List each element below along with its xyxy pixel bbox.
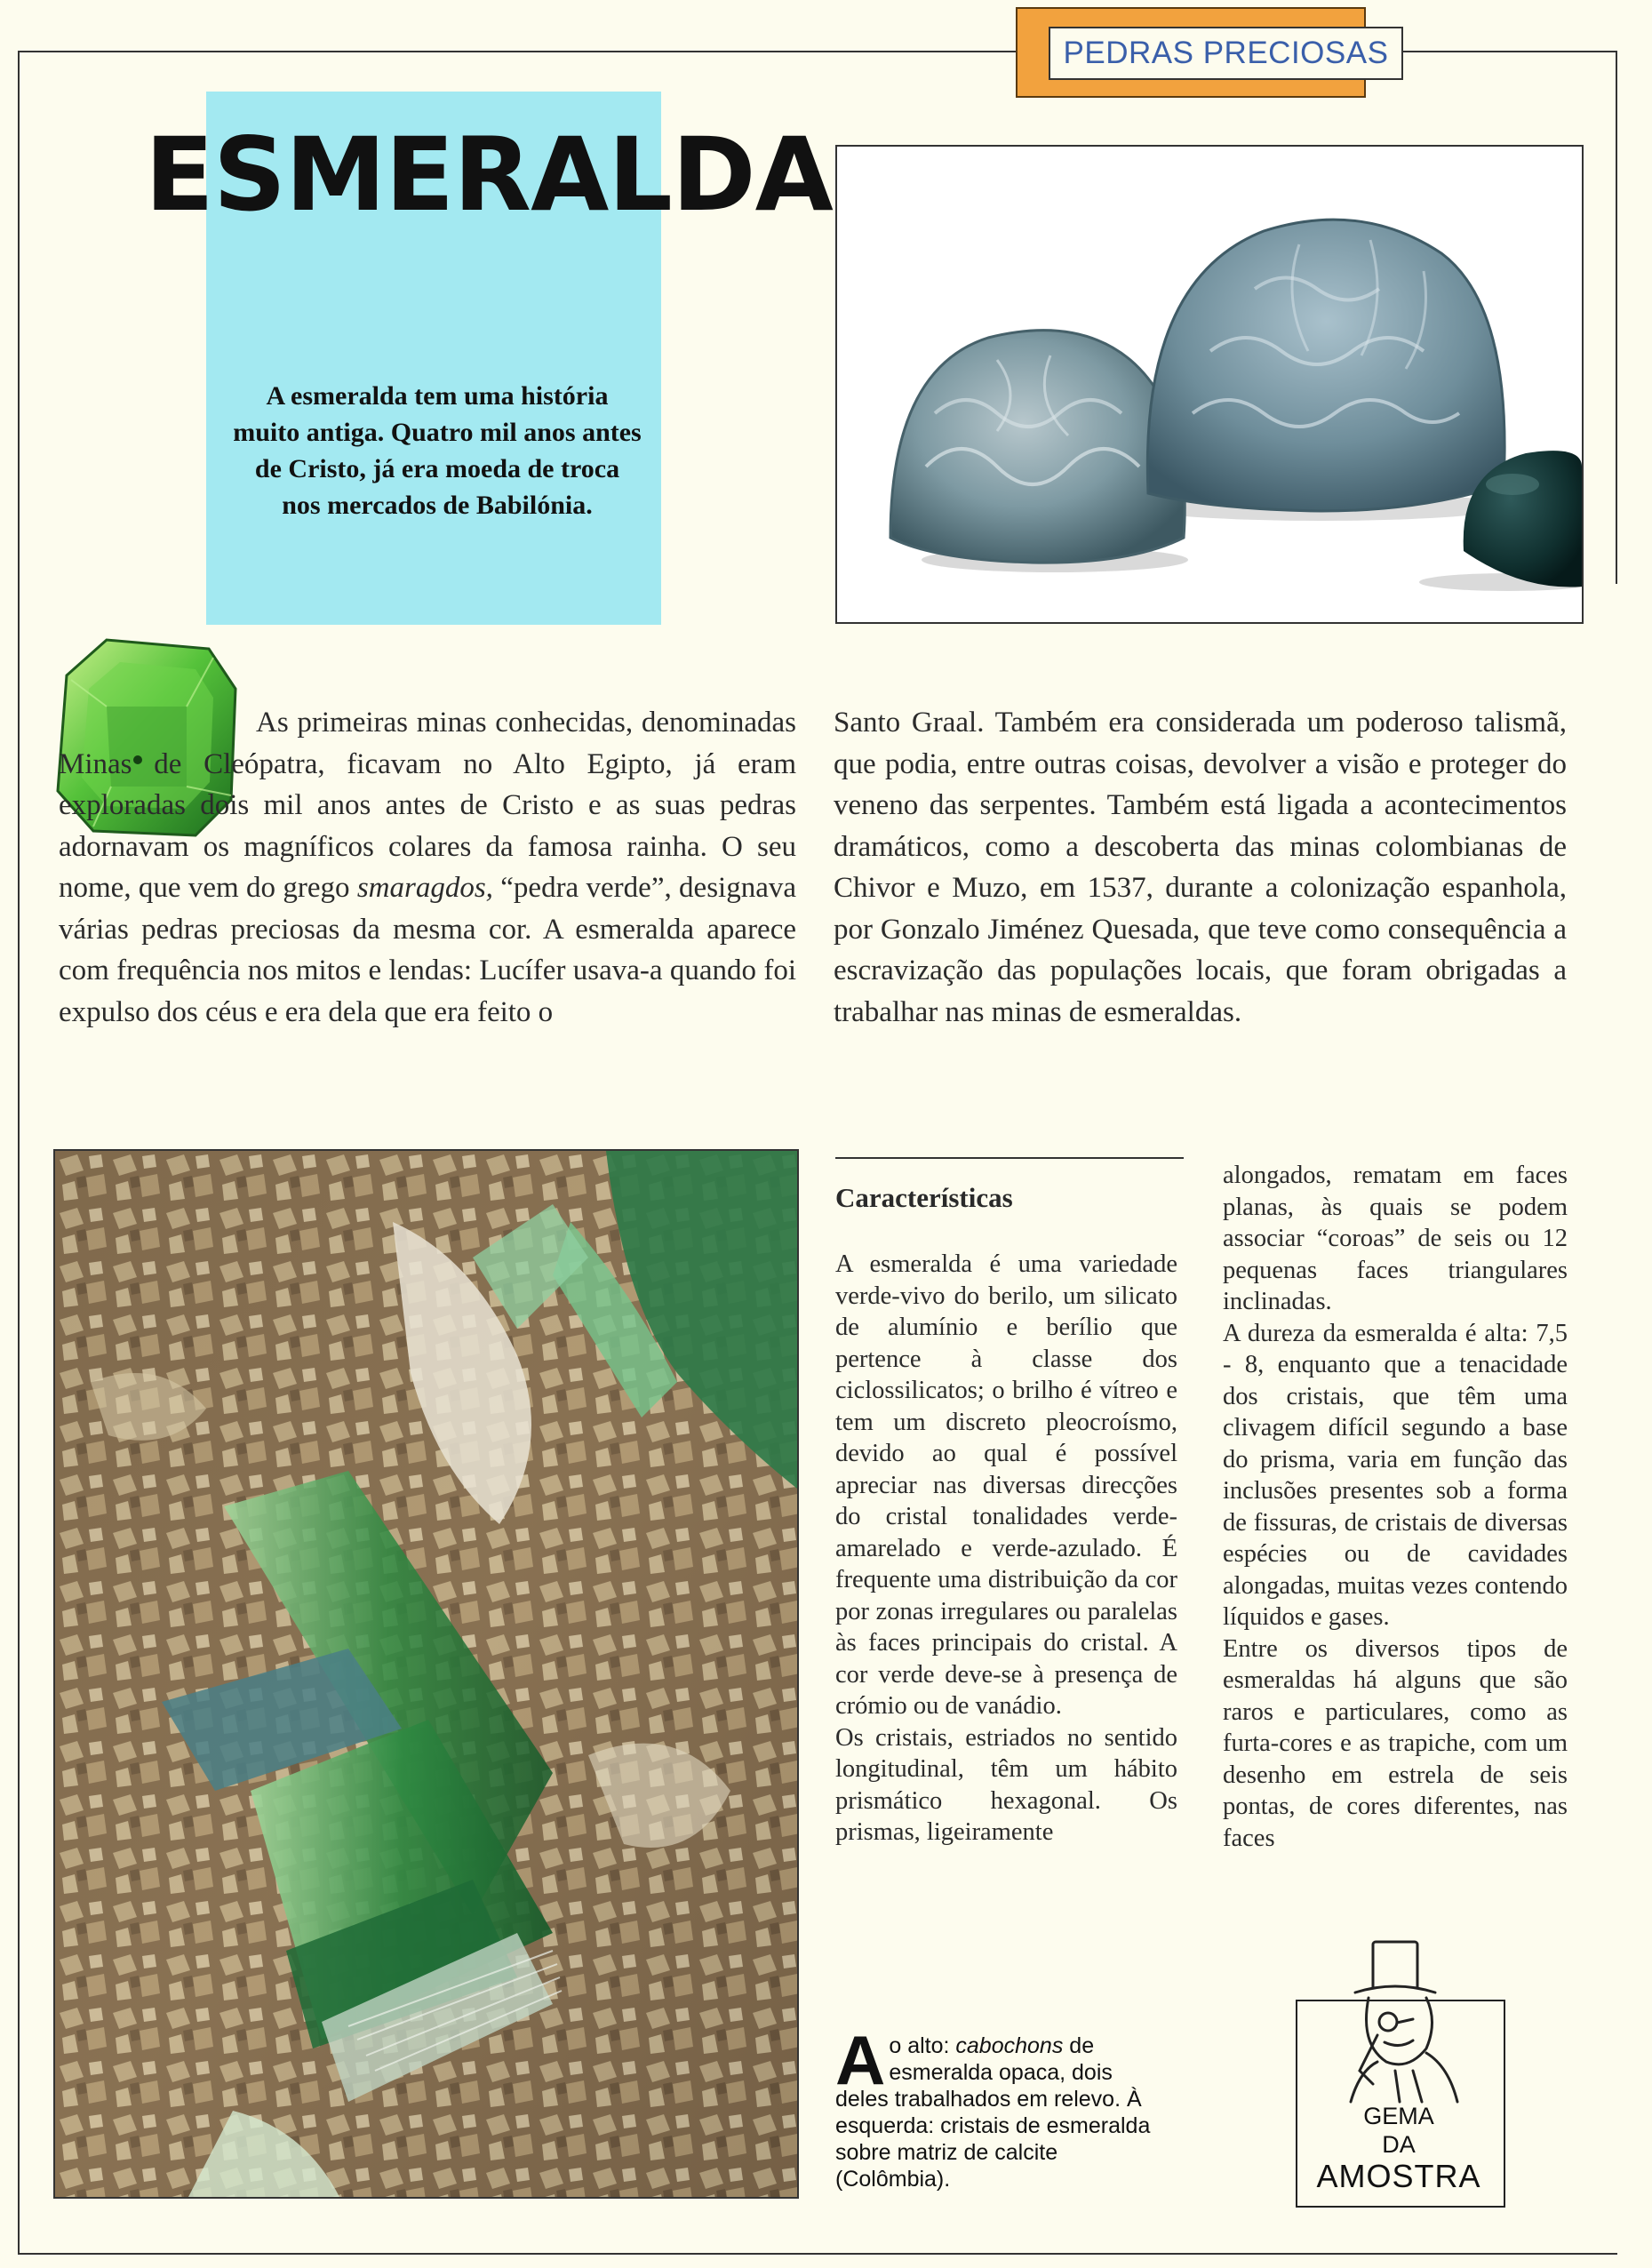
gentleman-with-loupe-icon bbox=[1324, 1937, 1475, 2106]
badge-line-2: DA bbox=[1382, 2131, 1416, 2158]
intro-text-left-part2: “pedra verde”, designava várias pedras preciosas da mesma cor. A esmeralda aparece com frequência nos mitos e lendas: Lucífer usava-a quando foi expulso dos céus e era dela que era feito o bbox=[59, 872, 796, 1028]
gem-sample-label bbox=[1296, 2102, 1502, 2194]
carved-emerald-cabochons-photo bbox=[835, 145, 1584, 624]
frame-line-left bbox=[18, 51, 20, 2255]
photo-caption bbox=[835, 2021, 1164, 2192]
intro-text-right: Santo Graal. Também era considerada um poderoso talismã, que podia, entre outras coisas, devolver a visão e proteger do veneno das serpentes. Também está ligada a acontecimentos dramáticos, como a descoberta das minas colombianas de Chivor e Muzo, em 1537, durante a colonização espanhola, por Gonzalo Jiménez Quesada, que teve como consequência a escravização das populações locais, que foram obrigadas a trabalhar nas minas de esmeraldas. bbox=[834, 707, 1567, 1028]
characteristics-text-right bbox=[1223, 1160, 1568, 1854]
badge-line-3: AMOSTRA bbox=[1316, 2158, 1481, 2194]
caption-italic-term: cabochons bbox=[955, 2033, 1064, 2058]
greek-word: smaragdos, bbox=[356, 872, 493, 904]
characteristics-paragraph: A esmeralda é uma variedade verde-vivo do berilo, um silicato de alumínio e berílio que pertence à classe dos ciclossilicatos; o brilho é vítreo e tem um discreto pleocroísmo, devido ao qual é possível apreciar nas diversas direcções do cristal tonalidades verde-amarelado e verde-azulado. É frequente uma distribuição da cor por zonas irregulares ou paralelas às faces principais do cristal. A cor verde deve-se à presença de crómio ou de vanádio. bbox=[835, 1250, 1177, 1720]
characteristics-text-left bbox=[835, 1249, 1177, 1849]
characteristics-paragraph: alongados, rematam em faces planas, às quais se podem associar “coroas” de seis ou 12 pequenas faces triangulares inclinadas. bbox=[1223, 1162, 1568, 1315]
characteristics-paragraph: Os cristais, estriados no sentido longitudinal, têm um hábito prismático hexagonal. Os prismas, ligeiramente bbox=[835, 1723, 1177, 1846]
intro-text-left-part1: As primeiras minas conhecidas, denominadas Minas de Cleópatra, ficavam no Alto Egipto, já eram exploradas dois mil anos antes de Cristo e as suas pedras adornavam os magníficos colares da famosa rainha. O seu nome, que vem do grego bbox=[59, 707, 796, 904]
characteristics-paragraph: Entre os diversos tipos de esmeraldas há alguns que são raros e particulares, como as furta-cores e as trapiche, com um desenho em estrela de seis pontas, de cores diferentes, nas faces bbox=[1223, 1634, 1568, 1852]
caption-text-part2: de esmeralda opaca, dois deles trabalhados em relevo. À esquerda: cristais de esmeralda sobre matriz de calcite (Colômbia). bbox=[835, 2033, 1151, 2192]
characteristics-paragraph: A dureza da esmeralda é alta: 7,5 - 8, enquanto que a tenacidade dos cristais, que têm uma clivagem difícil segundo a base do prisma, varia em função das inclusões presentes sob a forma de fissuras, de cristais de diversas espécies ou de cavidades alongadas, muitas vezes contendo líquidos e gases. bbox=[1223, 1319, 1568, 1631]
caption-dropcap: A bbox=[835, 2021, 886, 2099]
intro-text-left bbox=[59, 702, 796, 1033]
characteristics-rule bbox=[835, 1157, 1184, 1159]
page-title: ESMERALDA bbox=[145, 116, 833, 234]
emerald-crystals-on-matrix-photo bbox=[53, 1149, 799, 2199]
section-label: PEDRAS PRECIOSAS bbox=[1049, 27, 1403, 80]
frame-line-bottom bbox=[18, 2253, 1617, 2255]
characteristics-heading: Características bbox=[835, 1182, 1013, 1213]
badge-line-1: GEMA bbox=[1363, 2103, 1434, 2129]
lead-paragraph: A esmeralda tem uma história muito antiga. Quatro mil anos antes de Cristo, já era moeda de troca nos mercados de Babilónia. bbox=[233, 381, 642, 520]
frame-line-right bbox=[1616, 51, 1617, 584]
caption-text-part1: o alto: bbox=[889, 2033, 956, 2058]
